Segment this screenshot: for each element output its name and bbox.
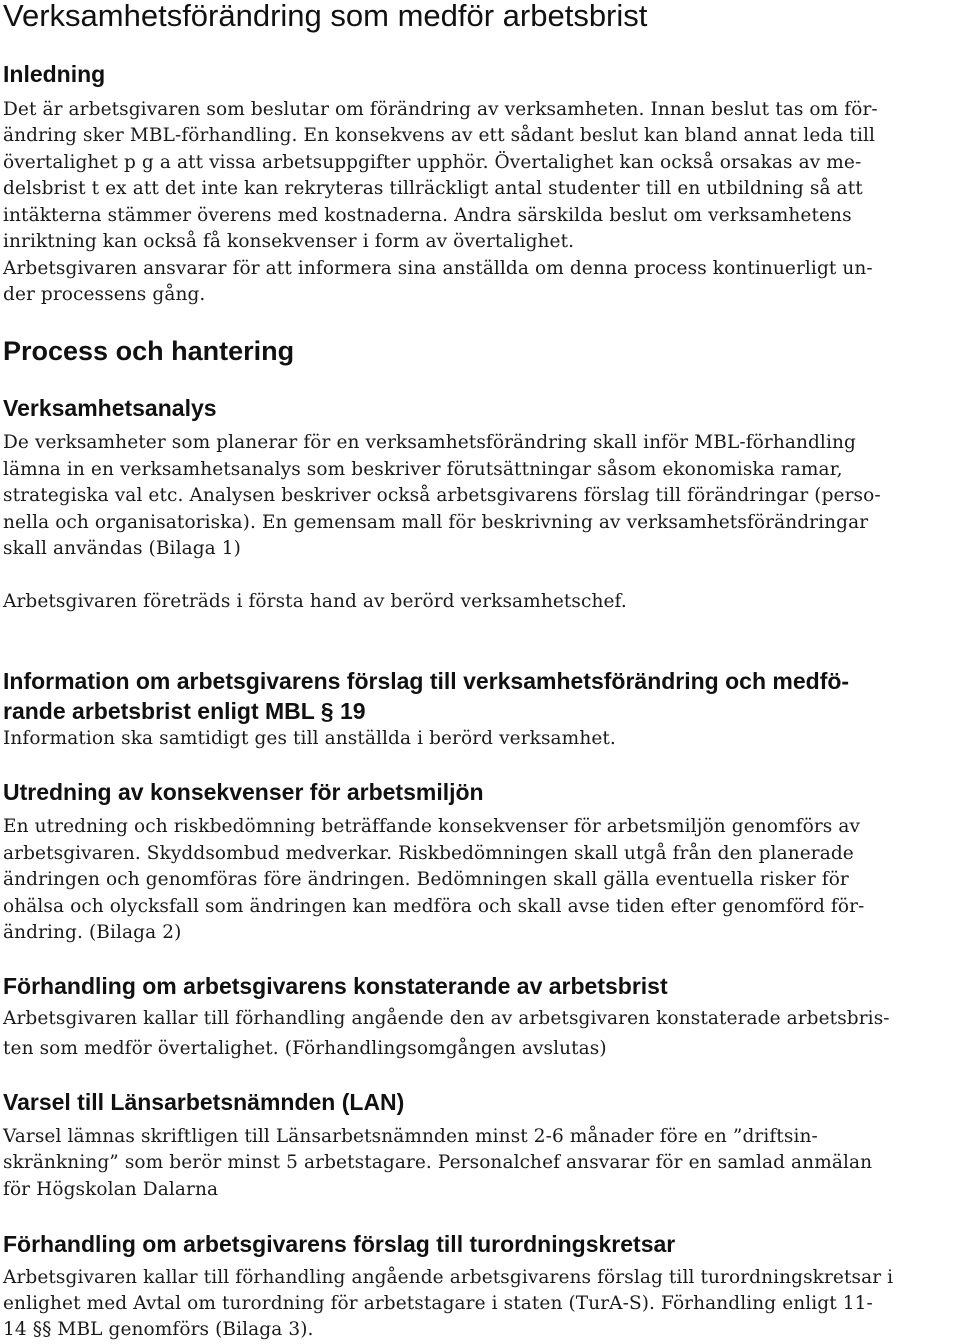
heading-information-line-1: Information om arbetsgivarens förslag till verksamhetsförändring och medfö- [3,668,850,694]
paragraph-line: ändringen och genomföras före ändringen. Bedömningen skall gälla eventuella risker för [3,869,849,890]
paragraph-line: De verksamheter som planerar för en verksamhetsförändring skall inför MBL-förhandling [3,432,856,453]
paragraph-line: strategiska val etc. Analysen beskriver också arbetsgivarens förslag till förändringar (perso- [3,485,881,506]
paragraph-line: lämna in en verksamhetsanalys som beskriver förutsättningar såsom ekonomiska ramar, [3,459,843,480]
paragraph-line: skränkning” som berör minst 5 arbetstagare. Personalchef ansvarar för en samlad anmälan [3,1152,873,1173]
heading-forhandling-arbetsbrist: Förhandling om arbetsgivarens konstaterande av arbetsbrist [3,973,668,999]
heading-verksamhetsanalys: Verksamhetsanalys [3,395,217,421]
heading-utredning: Utredning av konsekvenser för arbetsmiljön [3,779,484,805]
paragraph-line: arbetsgivaren. Skyddsombud medverkar. Riskbedömningen skall utgå från den planerade [3,843,854,864]
heading-information-line-2: rande arbetsbrist enligt MBL § 19 [3,698,366,724]
heading-process: Process och hantering [3,336,295,366]
paragraph-line: Information ska samtidigt ges till anställda i berörd verksamhet. [3,728,616,749]
paragraph-line: skall användas (Bilaga 1) [3,538,241,559]
paragraph-line: för Högskolan Dalarna [3,1179,219,1200]
page-title: Verksamhetsförändring som medför arbetsbrist [3,0,648,33]
paragraph-line: ohälsa och olycksfall som ändringen kan medföra och skall avse tiden efter genomförd för- [3,896,865,917]
heading-turordning: Förhandling om arbetsgivarens förslag till turordningskretsar [3,1231,676,1257]
paragraph-line: 14 §§ MBL genomförs (Bilaga 3). [3,1319,314,1340]
paragraph-line: der processens gång. [3,284,206,305]
paragraph-line: nella och organisatoriska). En gemensam mall för beskrivning av verksamhetsförändringar [3,512,869,533]
heading-varsel: Varsel till Länsarbetsnämnden (LAN) [3,1089,405,1115]
paragraph-line: Arbetsgivaren kallar till förhandling angående arbetsgivarens förslag till turordningskretsar i [3,1267,894,1288]
paragraph-line: ten som medför övertalighet. (Förhandlingsomgången avslutas) [3,1038,607,1059]
paragraph-line: Arbetsgivaren företräds i första hand av berörd verksamhetschef. [3,591,627,612]
paragraph-line: ändring sker MBL-förhandling. En konsekvens av ett sådant beslut kan bland annat leda till [3,125,876,146]
paragraph-line: intäkterna stämmer överens med kostnaderna. Andra särskilda beslut om verksamhetens [3,205,852,226]
paragraph-line: En utredning och riskbedömning beträffande konsekvenser för arbetsmiljön genomförs av [3,816,861,837]
paragraph-line: Arbetsgivaren kallar till förhandling angående den av arbetsgivaren konstaterade arbetsbris- [3,1008,890,1029]
paragraph-line: enlighet med Avtal om turordning för arbetstagare i staten (TurA-S). Förhandling enligt 11- [3,1293,873,1314]
paragraph-line: övertalighet p g a att vissa arbetsuppgifter upphör. Övertalighet kan också orsakas av me- [3,152,862,173]
paragraph-line: ändring. (Bilaga 2) [3,922,182,943]
paragraph-line: Det är arbetsgivaren som beslutar om förändring av verksamheten. Innan beslut tas om för- [3,99,878,120]
paragraph-line: Arbetsgivaren ansvarar för att informera sina anställda om denna process kontinuerligt un- [3,258,873,279]
paragraph-line: inriktning kan också få konsekvenser i form av övertalighet. [3,231,575,252]
heading-inledning: Inledning [3,61,106,87]
paragraph-line: delsbrist t ex att det inte kan rekryteras tillräckligt antal studenter till en utbildning så att [3,178,863,199]
paragraph-line: Varsel lämnas skriftligen till Länsarbetsnämnden minst 2-6 månader före en ”driftsin- [3,1126,818,1147]
